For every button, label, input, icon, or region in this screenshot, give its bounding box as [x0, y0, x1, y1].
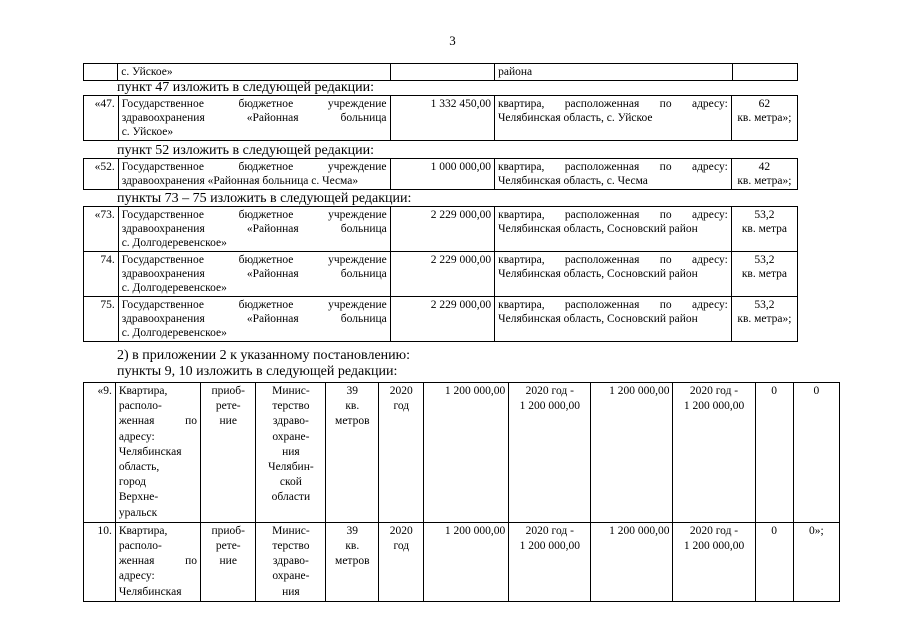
table-row [84, 96, 798, 141]
cell-name: Государственное бюджетное учреждение здравоохранения «Районная больница с. Уйское» [118, 96, 390, 141]
cell-sum: 1 200 000,00 [424, 522, 509, 601]
cell-year: 2020 год [379, 383, 424, 523]
cell-object: Квартира, располо- женная по адресу: Челябинская [115, 522, 200, 601]
table-row [84, 383, 840, 523]
table-row [84, 522, 840, 601]
cell-area: 39 кв. метров [326, 522, 379, 601]
cell-plan-2: 2020 год - 1 200 000,00 [673, 522, 755, 601]
cell-plan: 2020 год - 1 200 000,00 [509, 383, 591, 523]
row-number: «52. [84, 159, 119, 190]
heading-point-52: пункт 52 изложить в следующей редакции: [117, 143, 374, 158]
cell-zero-1: 0 [755, 383, 793, 523]
cell-plan-2: 2020 год - 1 200 000,00 [673, 383, 755, 523]
cell-sum-2: 1 200 000,00 [591, 383, 673, 523]
row-number: «47. [84, 96, 119, 141]
cell-ministry: Минис- терство здраво- охране- ния Челябин- ской области [256, 383, 326, 523]
cell-sum: 1 000 000,00 [390, 159, 494, 190]
cell-ministry: Минис- терство здраво- охране- ния [256, 522, 326, 601]
cell-name: Государственное бюджетное учреждение здравоохранения «Районная больница с. Долгодеревенское» [118, 207, 390, 252]
cell-area: 53,2 кв. метра»; [731, 297, 797, 342]
row-number: 74. [84, 252, 119, 297]
cell-address: квартира, расположенная по адресу: Челябинская область, Сосновский район [495, 207, 732, 252]
table-row [84, 297, 798, 342]
heading-appendix-2: 2) в приложении 2 к указанному постановлению: [117, 348, 411, 363]
cell-plan: 2020 год - 1 200 000,00 [509, 522, 591, 601]
cell-sum: 1 332 450,00 [390, 96, 494, 141]
cell-address: квартира, расположенная по адресу: Челябинская область, с. Чесма [494, 159, 731, 190]
table-row [84, 207, 798, 252]
cell-name: Государственное бюджетное учреждение здравоохранения «Районная больница с. Долгодеревенское» [118, 297, 390, 342]
cell-sum: 2 229 000,00 [390, 207, 494, 252]
property-table-47 [83, 95, 798, 141]
cell-address: квартира, расположенная по адресу: Челябинская область, Сосновский район [495, 297, 732, 342]
appendix-2-table [83, 382, 840, 602]
cell-type: приоб- рете- ние [201, 522, 256, 601]
cell-sum-2: 1 200 000,00 [591, 522, 673, 601]
cell-sum: 1 200 000,00 [424, 383, 509, 523]
row-number: 75. [84, 297, 119, 342]
cell-zero-1: 0 [755, 522, 793, 601]
cell-type: приоб- рете- ние [201, 383, 256, 523]
table-row [84, 159, 798, 190]
row-number: «73. [84, 207, 119, 252]
cell-sum: 2 229 000,00 [390, 297, 494, 342]
cell-name: Государственное бюджетное учреждение здравоохранения «Районная больница с. Чесма» [118, 159, 390, 190]
heading-points-73-75: пункты 73 – 75 изложить в следующей редакции: [117, 191, 412, 206]
property-table-73-75 [83, 206, 798, 342]
cell-name: Государственное бюджетное учреждение здравоохранения «Районная больница с. Долгодеревенское» [118, 252, 390, 297]
cell-zero-2: 0»; [793, 522, 839, 601]
cell-area: 62 кв. метра»; [731, 96, 797, 141]
cell-area: 42 кв. метра»; [731, 159, 797, 190]
cell-address: квартира, расположенная по адресу: Челябинская область, с. Уйское [494, 96, 731, 141]
cell-address: квартира, расположенная по адресу: Челябинская область, Сосновский район [495, 252, 732, 297]
cell-object: Квартира, располо- женная по адресу: Челябинская область, город Верхне- уральск [115, 383, 200, 523]
page-number: 3 [449, 33, 456, 48]
cell-zero-2: 0 [793, 383, 839, 523]
cell-area: 53,2 кв. метра [731, 252, 797, 297]
heading-points-9-10: пункты 9, 10 изложить в следующей редакции: [117, 364, 398, 379]
property-table-1 [83, 63, 798, 81]
row-number: «9. [84, 383, 116, 523]
cell-area: 39 кв. метров [326, 383, 379, 523]
cell-address: района [495, 64, 732, 81]
heading-point-47: пункт 47 изложить в следующей редакции: [117, 80, 374, 95]
row-number: 10. [84, 522, 116, 601]
table-row [84, 252, 798, 297]
cell-year: 2020 год [379, 522, 424, 601]
table-row [84, 64, 798, 81]
cell-sum: 2 229 000,00 [390, 252, 494, 297]
cell-area: 53,2 кв. метра [731, 207, 797, 252]
property-table-52 [83, 158, 798, 190]
cell-name: с. Уйское» [118, 64, 391, 81]
